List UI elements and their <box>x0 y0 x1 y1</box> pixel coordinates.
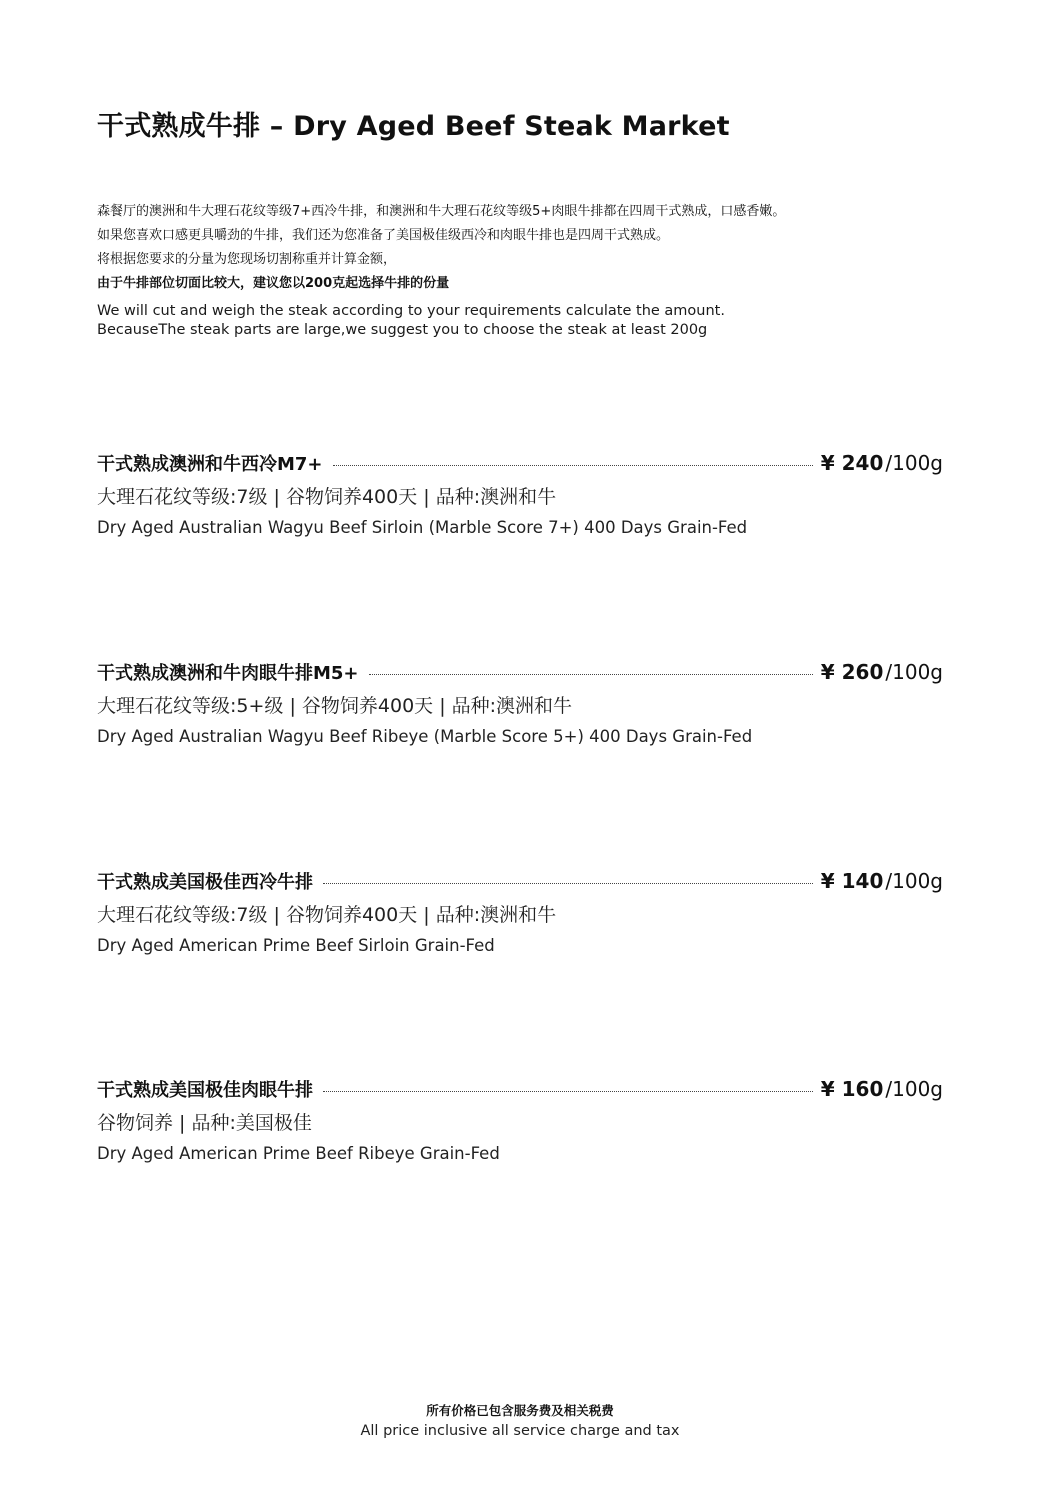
page-title: 干式熟成牛排 – Dry Aged Beef Steak Market <box>97 111 730 142</box>
menu-item-wagyu-ribeye <box>97 659 947 746</box>
item-detail: 大理石花纹等级:7级 | 谷物饲养400天 | 品种:澳洲和牛 <box>97 904 557 926</box>
intro-zh-note: 由于牛排部位切面比较大，建议您以200克起选择牛排的份量 <box>97 276 450 291</box>
dotted-leader <box>369 674 813 675</box>
item-header <box>97 868 943 894</box>
item-detail: 大理石花纹等级:7级 | 谷物饲养400天 | 品种:澳洲和牛 <box>97 486 557 508</box>
dotted-leader <box>333 465 813 466</box>
item-name: 干式熟成澳洲和牛西冷M7+ <box>97 454 323 475</box>
item-price: ¥ 160 <box>820 1077 884 1101</box>
intro-zh-line: 将根据您要求的分量为您现场切割称重并计算金额， <box>97 252 397 267</box>
footer-note <box>0 1401 1040 1441</box>
item-header <box>97 450 943 476</box>
item-detail: 大理石花纹等级:5+级 | 谷物饲养400天 | 品种:澳洲和牛 <box>97 695 573 717</box>
item-unit: /100g <box>885 869 943 893</box>
intro-zh-line: 如果您喜欢口感更具嚼劲的牛排，我们还为您准备了美国极佳级西冷和肉眼牛排也是四周干式熟成。 <box>97 228 670 243</box>
menu-item-prime-sirloin <box>97 868 947 955</box>
intro-en-line: BecauseThe steak parts are large,we suggest you to choose the steak at least 200g <box>97 322 708 338</box>
item-english-name: Dry Aged American Prime Beef Ribeye Grain-Fed <box>97 1144 500 1163</box>
item-header <box>97 1076 943 1102</box>
intro-en-line: We will cut and weigh the steak according to your requirements calculate the amount. <box>97 303 725 319</box>
dotted-leader <box>323 883 813 884</box>
dotted-leader <box>323 1091 813 1092</box>
item-header <box>97 659 943 685</box>
item-price: ¥ 140 <box>820 869 884 893</box>
item-unit: /100g <box>885 660 943 684</box>
item-unit: /100g <box>885 1077 943 1101</box>
footer-en: All price inclusive all service charge and tax <box>360 1423 680 1439</box>
menu-item-prime-ribeye <box>97 1076 947 1163</box>
item-name: 干式熟成美国极佳肉眼牛排 <box>97 1080 313 1101</box>
intro-section <box>97 200 997 340</box>
item-english-name: Dry Aged American Prime Beef Sirloin Grain-Fed <box>97 936 495 955</box>
item-english-name: Dry Aged Australian Wagyu Beef Sirloin (Marble Score 7+) 400 Days Grain-Fed <box>97 518 748 537</box>
menu-item-wagyu-sirloin <box>97 450 947 537</box>
item-name: 干式熟成澳洲和牛肉眼牛排M5+ <box>97 663 359 684</box>
footer-zh: 所有价格已包含服务费及相关税费 <box>426 1403 614 1418</box>
item-unit: /100g <box>885 451 943 475</box>
item-price: ¥ 240 <box>820 451 884 475</box>
item-name: 干式熟成美国极佳西冷牛排 <box>97 872 313 893</box>
item-detail: 谷物饲养 | 品种:美国极佳 <box>97 1112 312 1134</box>
intro-zh-line: 森餐厅的澳洲和牛大理石花纹等级7+西冷牛排，和澳洲和牛大理石花纹等级5+肉眼牛排都在四周干式熟成，口感香嫩。 <box>97 204 786 219</box>
item-price: ¥ 260 <box>820 660 884 684</box>
item-english-name: Dry Aged Australian Wagyu Beef Ribeye (Marble Score 5+) 400 Days Grain-Fed <box>97 727 753 746</box>
